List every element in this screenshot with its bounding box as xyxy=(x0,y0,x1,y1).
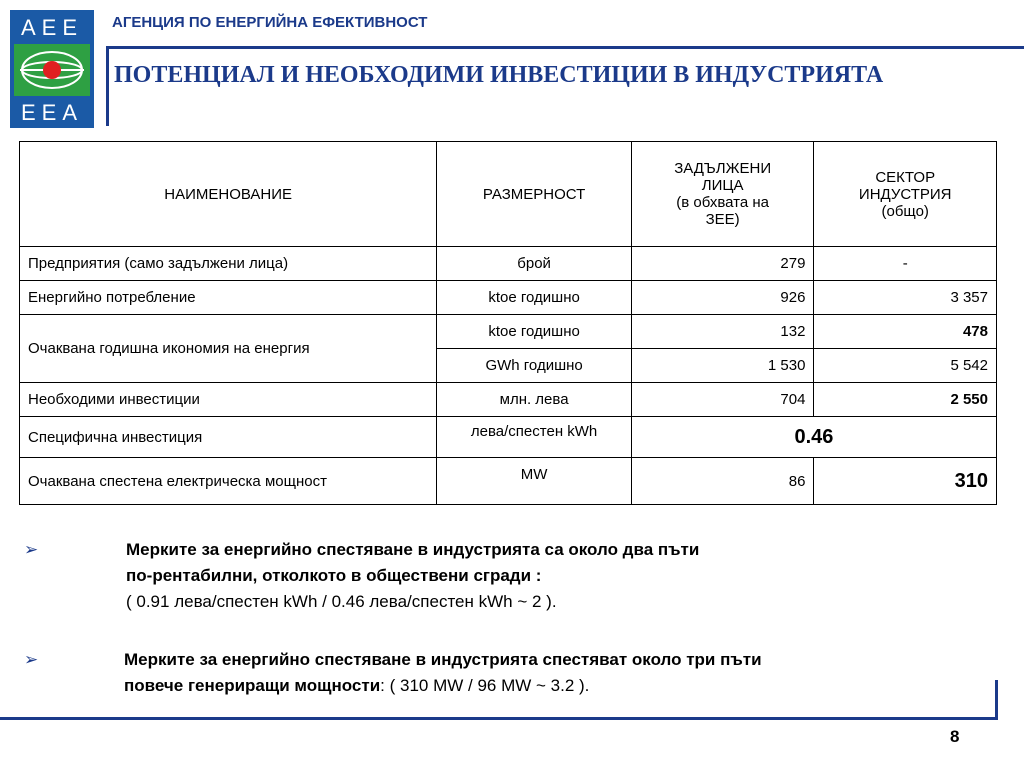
aee-logo xyxy=(10,10,94,128)
header-sector: СЕКТОР ИНДУСТРИЯ (общо) xyxy=(814,142,997,247)
row-unit: ktoe годишно xyxy=(437,281,632,315)
row-unit: лева/спестен kWh xyxy=(437,417,632,458)
table-row xyxy=(20,281,997,315)
row-sector: - xyxy=(814,247,997,281)
page-title: ПОТЕНЦИАЛ И НЕОБХОДИМИ ИНВЕСТИЦИИ В ИНДУСТРИЯТА xyxy=(114,62,884,88)
row-sector: 478 xyxy=(814,315,997,349)
logo-bottom-text: EEA xyxy=(20,100,84,125)
investment-table xyxy=(19,141,997,505)
header-divider xyxy=(108,46,1024,49)
row-obligated: 132 xyxy=(631,315,814,349)
table-header-row xyxy=(20,142,997,247)
table-row xyxy=(20,247,997,281)
row-name: Очаквана годишна икономия на енергия xyxy=(20,315,437,383)
table-row xyxy=(20,383,997,417)
bullet-arrow-icon: ➢ xyxy=(24,540,39,559)
row-sector: 5 542 xyxy=(814,349,997,383)
row-name: Необходими инвестиции xyxy=(20,383,437,417)
bullet-2-line2-rest: : ( 310 MW / 96 MW ~ 3.2 ). xyxy=(380,676,590,695)
row-obligated: 704 xyxy=(631,383,814,417)
row-sector: 310 xyxy=(814,458,997,505)
logo-emblem-icon xyxy=(14,44,90,96)
footer-divider xyxy=(0,717,998,720)
header-unit: РАЗМЕРНОСТ xyxy=(437,142,632,247)
footer-vertical-divider xyxy=(995,680,998,720)
row-obligated: 1 530 xyxy=(631,349,814,383)
row-unit: MW xyxy=(437,458,632,505)
bullet-2 xyxy=(124,647,994,699)
row-obligated: 926 xyxy=(631,281,814,315)
bullet-2-line1: Мерките за енергийно спестяване в индустрията спестяват около три пъти xyxy=(124,650,762,669)
row-unit: брой xyxy=(437,247,632,281)
bullet-1-line2: по-рентабилни, отколкото в обществени сгради : xyxy=(126,566,542,585)
header-name: НАИМЕНОВАНИЕ xyxy=(20,142,437,247)
row-name: Специфична инвестиция xyxy=(20,417,437,458)
bullet-1-line3: ( 0.91 лева/спестен kWh / 0.46 лева/спестен kWh ~ 2 ). xyxy=(126,592,557,611)
row-sector: 2 550 xyxy=(814,383,997,417)
row-merged-value: 0.46 xyxy=(631,417,996,458)
row-name: Очаквана спестена електрическа мощност xyxy=(20,458,437,505)
page-number: 8 xyxy=(950,727,960,746)
bullet-1-line1: Мерките за енергийно спестяване в индустрията са около два пъти xyxy=(126,540,700,559)
row-sector: 3 357 xyxy=(814,281,997,315)
table-row xyxy=(20,315,997,349)
bullet-2-line2-bold: повече генериращи мощности xyxy=(124,676,381,695)
header-obligated: ЗАДЪЛЖЕНИ ЛИЦА (в обхвата на ЗЕЕ) xyxy=(631,142,814,247)
row-unit: ktoe годишно xyxy=(437,315,632,349)
table-row xyxy=(20,458,997,505)
bullet-2-line2 xyxy=(124,673,994,699)
header-vertical-divider xyxy=(106,46,109,126)
row-obligated: 86 xyxy=(631,458,814,505)
row-name: Предприятия (само задължени лица) xyxy=(20,247,437,281)
agency-name: АГЕНЦИЯ ПО ЕНЕРГИЙНА ЕФЕКТИВНОСТ xyxy=(112,14,428,31)
bullet-1 xyxy=(126,537,986,615)
logo-top-text: AEE xyxy=(20,15,84,40)
row-unit: GWh годишно xyxy=(437,349,632,383)
row-obligated: 279 xyxy=(631,247,814,281)
table-row xyxy=(20,417,997,458)
row-name: Енергийно потребление xyxy=(20,281,437,315)
row-unit: млн. лева xyxy=(437,383,632,417)
bullet-arrow-icon: ➢ xyxy=(24,650,39,669)
